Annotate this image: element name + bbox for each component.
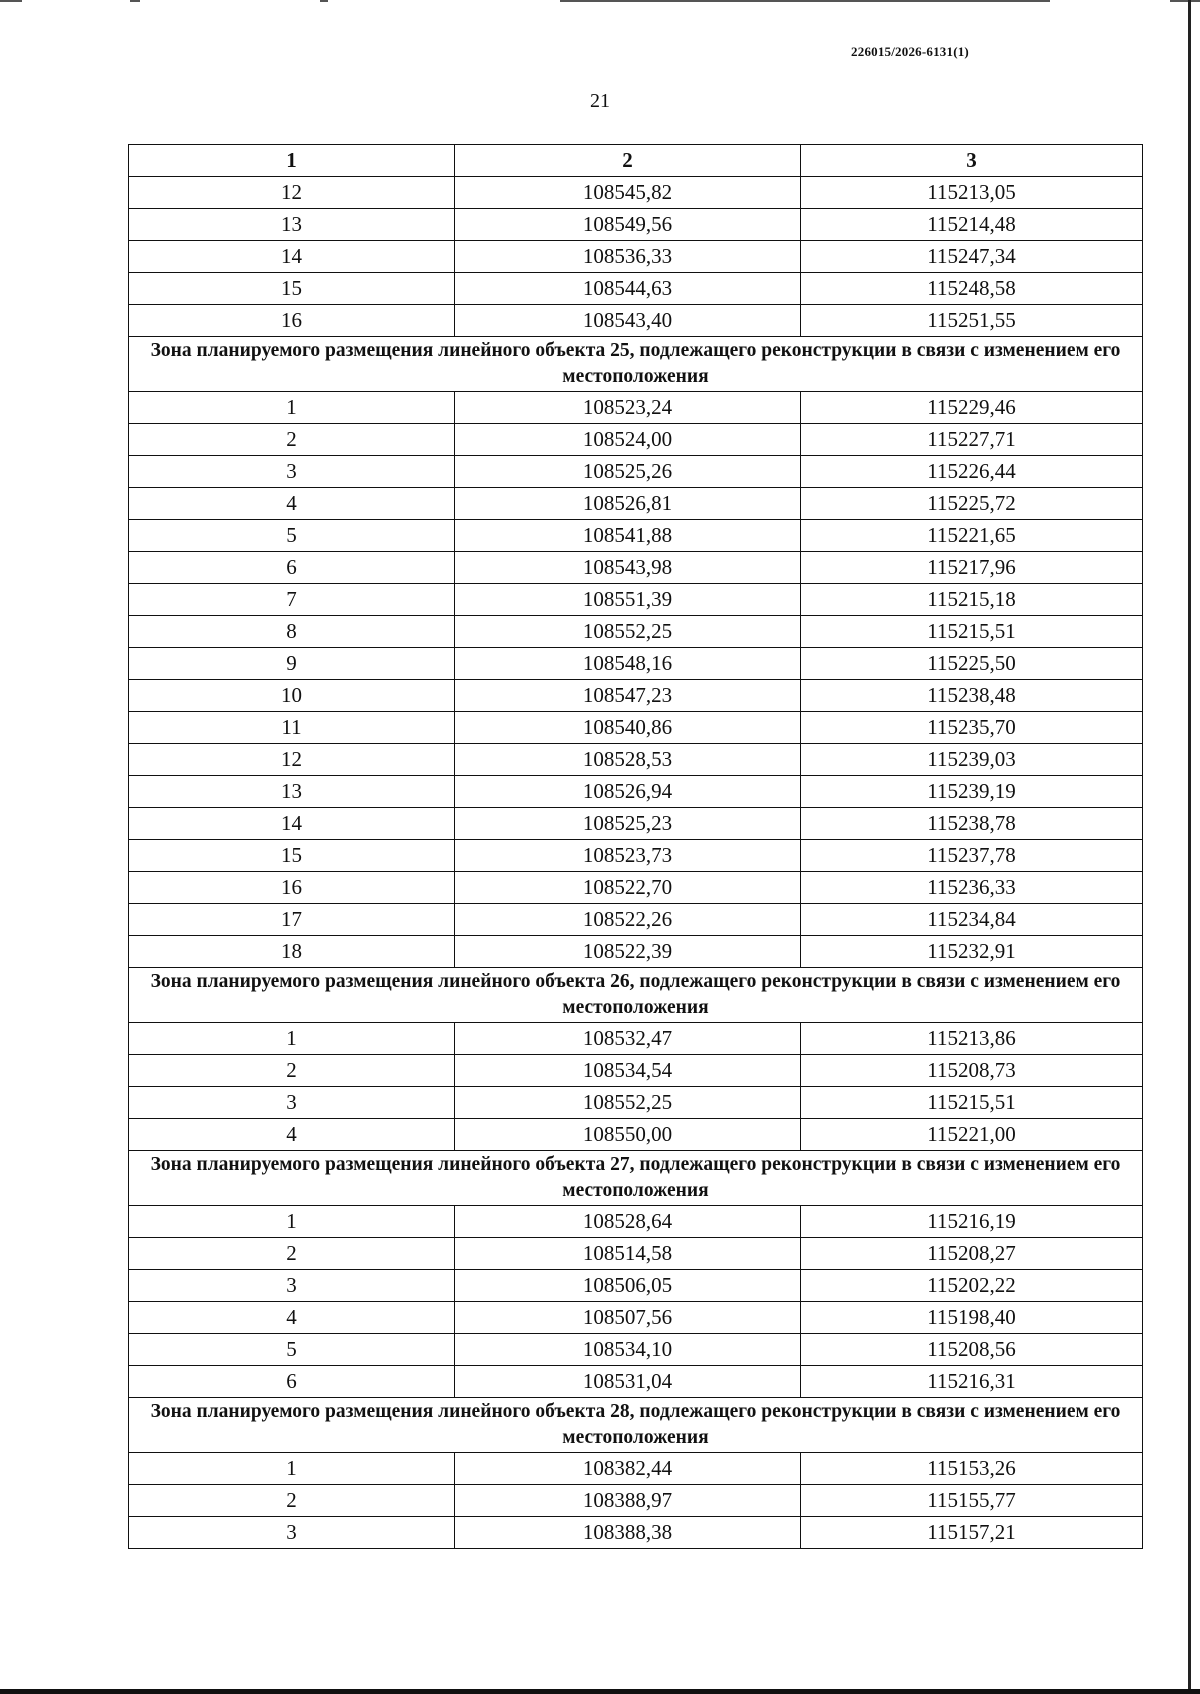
zone-title: Зона планируемого размещения линейного объекта 26, подлежащего реконструкции в связи с изменением его местоположения [129, 968, 1143, 1023]
y-coordinate-cell: 115215,51 [801, 1087, 1143, 1119]
y-coordinate-cell: 115217,96 [801, 552, 1143, 584]
x-coordinate-cell: 108522,26 [455, 904, 801, 936]
x-coordinate-cell: 108522,70 [455, 872, 801, 904]
point-number-cell: 9 [129, 648, 455, 680]
x-coordinate-cell: 108547,23 [455, 680, 801, 712]
table-row [129, 776, 1143, 808]
table-row [129, 936, 1143, 968]
y-coordinate-cell: 115208,73 [801, 1055, 1143, 1087]
x-coordinate-cell: 108524,00 [455, 424, 801, 456]
point-number-cell: 12 [129, 744, 455, 776]
y-coordinate-cell: 115208,56 [801, 1334, 1143, 1366]
point-number-cell: 13 [129, 209, 455, 241]
point-number-cell: 16 [129, 872, 455, 904]
point-number-cell: 3 [129, 1087, 455, 1119]
table-row [129, 1119, 1143, 1151]
point-number-cell: 6 [129, 552, 455, 584]
right-scan-edge [1188, 0, 1191, 1694]
x-coordinate-cell: 108552,25 [455, 616, 801, 648]
table-row [129, 520, 1143, 552]
x-coordinate-cell: 108549,56 [455, 209, 801, 241]
top-edge-artifact [0, 0, 1200, 3]
table-row [129, 241, 1143, 273]
table-row [129, 808, 1143, 840]
x-coordinate-cell: 108532,47 [455, 1023, 801, 1055]
table-row [129, 1206, 1143, 1238]
y-coordinate-cell: 115251,55 [801, 305, 1143, 337]
y-coordinate-cell: 115155,77 [801, 1485, 1143, 1517]
table-row [129, 648, 1143, 680]
y-coordinate-cell: 115198,40 [801, 1302, 1143, 1334]
point-number-cell: 5 [129, 520, 455, 552]
zone-title-row [129, 337, 1143, 392]
y-coordinate-cell: 115213,86 [801, 1023, 1143, 1055]
point-number-cell: 14 [129, 241, 455, 273]
table-header-row [129, 145, 1143, 177]
table-row [129, 305, 1143, 337]
y-coordinate-cell: 115216,19 [801, 1206, 1143, 1238]
zone-title: Зона планируемого размещения линейного объекта 27, подлежащего реконструкции в связи с изменением его местоположения [129, 1151, 1143, 1206]
point-number-cell: 4 [129, 488, 455, 520]
point-number-cell: 12 [129, 177, 455, 209]
x-coordinate-cell: 108531,04 [455, 1366, 801, 1398]
y-coordinate-cell: 115236,33 [801, 872, 1143, 904]
y-coordinate-cell: 115238,48 [801, 680, 1143, 712]
x-coordinate-cell: 108534,54 [455, 1055, 801, 1087]
point-number-cell: 1 [129, 1023, 455, 1055]
x-coordinate-cell: 108528,64 [455, 1206, 801, 1238]
table-row [129, 1087, 1143, 1119]
point-number-cell: 13 [129, 776, 455, 808]
y-coordinate-cell: 115221,00 [801, 1119, 1143, 1151]
y-coordinate-cell: 115208,27 [801, 1238, 1143, 1270]
point-number-cell: 2 [129, 1238, 455, 1270]
table-row [129, 488, 1143, 520]
point-number-cell: 8 [129, 616, 455, 648]
point-number-cell: 17 [129, 904, 455, 936]
table-row [129, 209, 1143, 241]
x-coordinate-cell: 108507,56 [455, 1302, 801, 1334]
y-coordinate-cell: 115213,05 [801, 177, 1143, 209]
table-row [129, 424, 1143, 456]
point-number-cell: 2 [129, 1055, 455, 1087]
y-coordinate-cell: 115157,21 [801, 1517, 1143, 1549]
point-number-cell: 7 [129, 584, 455, 616]
header-cell-point: 1 [129, 145, 455, 177]
point-number-cell: 2 [129, 424, 455, 456]
point-number-cell: 3 [129, 1270, 455, 1302]
y-coordinate-cell: 115153,26 [801, 1453, 1143, 1485]
y-coordinate-cell: 115215,18 [801, 584, 1143, 616]
y-coordinate-cell: 115225,72 [801, 488, 1143, 520]
x-coordinate-cell: 108506,05 [455, 1270, 801, 1302]
x-coordinate-cell: 108382,44 [455, 1453, 801, 1485]
zone-title: Зона планируемого размещения линейного объекта 28, подлежащего реконструкции в связи с изменением его местоположения [129, 1398, 1143, 1453]
table-row [129, 872, 1143, 904]
x-coordinate-cell: 108525,26 [455, 456, 801, 488]
table-row [129, 1334, 1143, 1366]
y-coordinate-cell: 115238,78 [801, 808, 1143, 840]
table-row [129, 273, 1143, 305]
x-coordinate-cell: 108548,16 [455, 648, 801, 680]
y-coordinate-cell: 115232,91 [801, 936, 1143, 968]
point-number-cell: 2 [129, 1485, 455, 1517]
zone-title: Зона планируемого размещения линейного объекта 25, подлежащего реконструкции в связи с изменением его местоположения [129, 337, 1143, 392]
y-coordinate-cell: 115239,03 [801, 744, 1143, 776]
y-coordinate-cell: 115229,46 [801, 392, 1143, 424]
table-row [129, 1270, 1143, 1302]
x-coordinate-cell: 108552,25 [455, 1087, 801, 1119]
y-coordinate-cell: 115234,84 [801, 904, 1143, 936]
point-number-cell: 15 [129, 273, 455, 305]
point-number-cell: 1 [129, 1453, 455, 1485]
table-row [129, 1485, 1143, 1517]
y-coordinate-cell: 115248,58 [801, 273, 1143, 305]
table-row [129, 584, 1143, 616]
point-number-cell: 1 [129, 392, 455, 424]
point-number-cell: 6 [129, 1366, 455, 1398]
table-row [129, 1238, 1143, 1270]
y-coordinate-cell: 115237,78 [801, 840, 1143, 872]
coordinates-table-body [129, 145, 1143, 1549]
y-coordinate-cell: 115226,44 [801, 456, 1143, 488]
document-id: 226015/2026-6131(1) [851, 44, 969, 59]
point-number-cell: 16 [129, 305, 455, 337]
x-coordinate-cell: 108526,81 [455, 488, 801, 520]
zone-title-row [129, 1151, 1143, 1206]
zone-title-row [129, 968, 1143, 1023]
y-coordinate-cell: 115214,48 [801, 209, 1143, 241]
table-row [129, 840, 1143, 872]
x-coordinate-cell: 108545,82 [455, 177, 801, 209]
header-cell-x: 2 [455, 145, 801, 177]
point-number-cell: 4 [129, 1302, 455, 1334]
x-coordinate-cell: 108526,94 [455, 776, 801, 808]
point-number-cell: 11 [129, 712, 455, 744]
x-coordinate-cell: 108523,73 [455, 840, 801, 872]
point-number-cell: 14 [129, 808, 455, 840]
page-number: 21 [590, 90, 610, 112]
x-coordinate-cell: 108543,98 [455, 552, 801, 584]
point-number-cell: 1 [129, 1206, 455, 1238]
table-row [129, 1366, 1143, 1398]
x-coordinate-cell: 108541,88 [455, 520, 801, 552]
coordinates-table [128, 144, 1143, 1549]
zone-title-row [129, 1398, 1143, 1453]
point-number-cell: 4 [129, 1119, 455, 1151]
x-coordinate-cell: 108551,39 [455, 584, 801, 616]
header-cell-y: 3 [801, 145, 1143, 177]
point-number-cell: 15 [129, 840, 455, 872]
x-coordinate-cell: 108528,53 [455, 744, 801, 776]
x-coordinate-cell: 108543,40 [455, 305, 801, 337]
table-row [129, 1023, 1143, 1055]
table-row [129, 744, 1143, 776]
x-coordinate-cell: 108523,24 [455, 392, 801, 424]
y-coordinate-cell: 115239,19 [801, 776, 1143, 808]
x-coordinate-cell: 108534,10 [455, 1334, 801, 1366]
table-row [129, 392, 1143, 424]
x-coordinate-cell: 108525,23 [455, 808, 801, 840]
x-coordinate-cell: 108388,97 [455, 1485, 801, 1517]
x-coordinate-cell: 108540,86 [455, 712, 801, 744]
table-row [129, 1517, 1143, 1549]
y-coordinate-cell: 115227,71 [801, 424, 1143, 456]
x-coordinate-cell: 108514,58 [455, 1238, 801, 1270]
table-row [129, 712, 1143, 744]
point-number-cell: 5 [129, 1334, 455, 1366]
point-number-cell: 3 [129, 1517, 455, 1549]
table-row [129, 552, 1143, 584]
x-coordinate-cell: 108536,33 [455, 241, 801, 273]
point-number-cell: 3 [129, 456, 455, 488]
bottom-scan-edge [0, 1689, 1200, 1694]
table-row [129, 1453, 1143, 1485]
x-coordinate-cell: 108544,63 [455, 273, 801, 305]
y-coordinate-cell: 115216,31 [801, 1366, 1143, 1398]
table-row [129, 680, 1143, 712]
table-row [129, 904, 1143, 936]
y-coordinate-cell: 115235,70 [801, 712, 1143, 744]
y-coordinate-cell: 115247,34 [801, 241, 1143, 273]
x-coordinate-cell: 108522,39 [455, 936, 801, 968]
point-number-cell: 18 [129, 936, 455, 968]
table-row [129, 1302, 1143, 1334]
y-coordinate-cell: 115225,50 [801, 648, 1143, 680]
x-coordinate-cell: 108388,38 [455, 1517, 801, 1549]
table-row [129, 456, 1143, 488]
x-coordinate-cell: 108550,00 [455, 1119, 801, 1151]
point-number-cell: 10 [129, 680, 455, 712]
y-coordinate-cell: 115221,65 [801, 520, 1143, 552]
table-row [129, 616, 1143, 648]
table-row [129, 177, 1143, 209]
y-coordinate-cell: 115215,51 [801, 616, 1143, 648]
table-row [129, 1055, 1143, 1087]
y-coordinate-cell: 115202,22 [801, 1270, 1143, 1302]
